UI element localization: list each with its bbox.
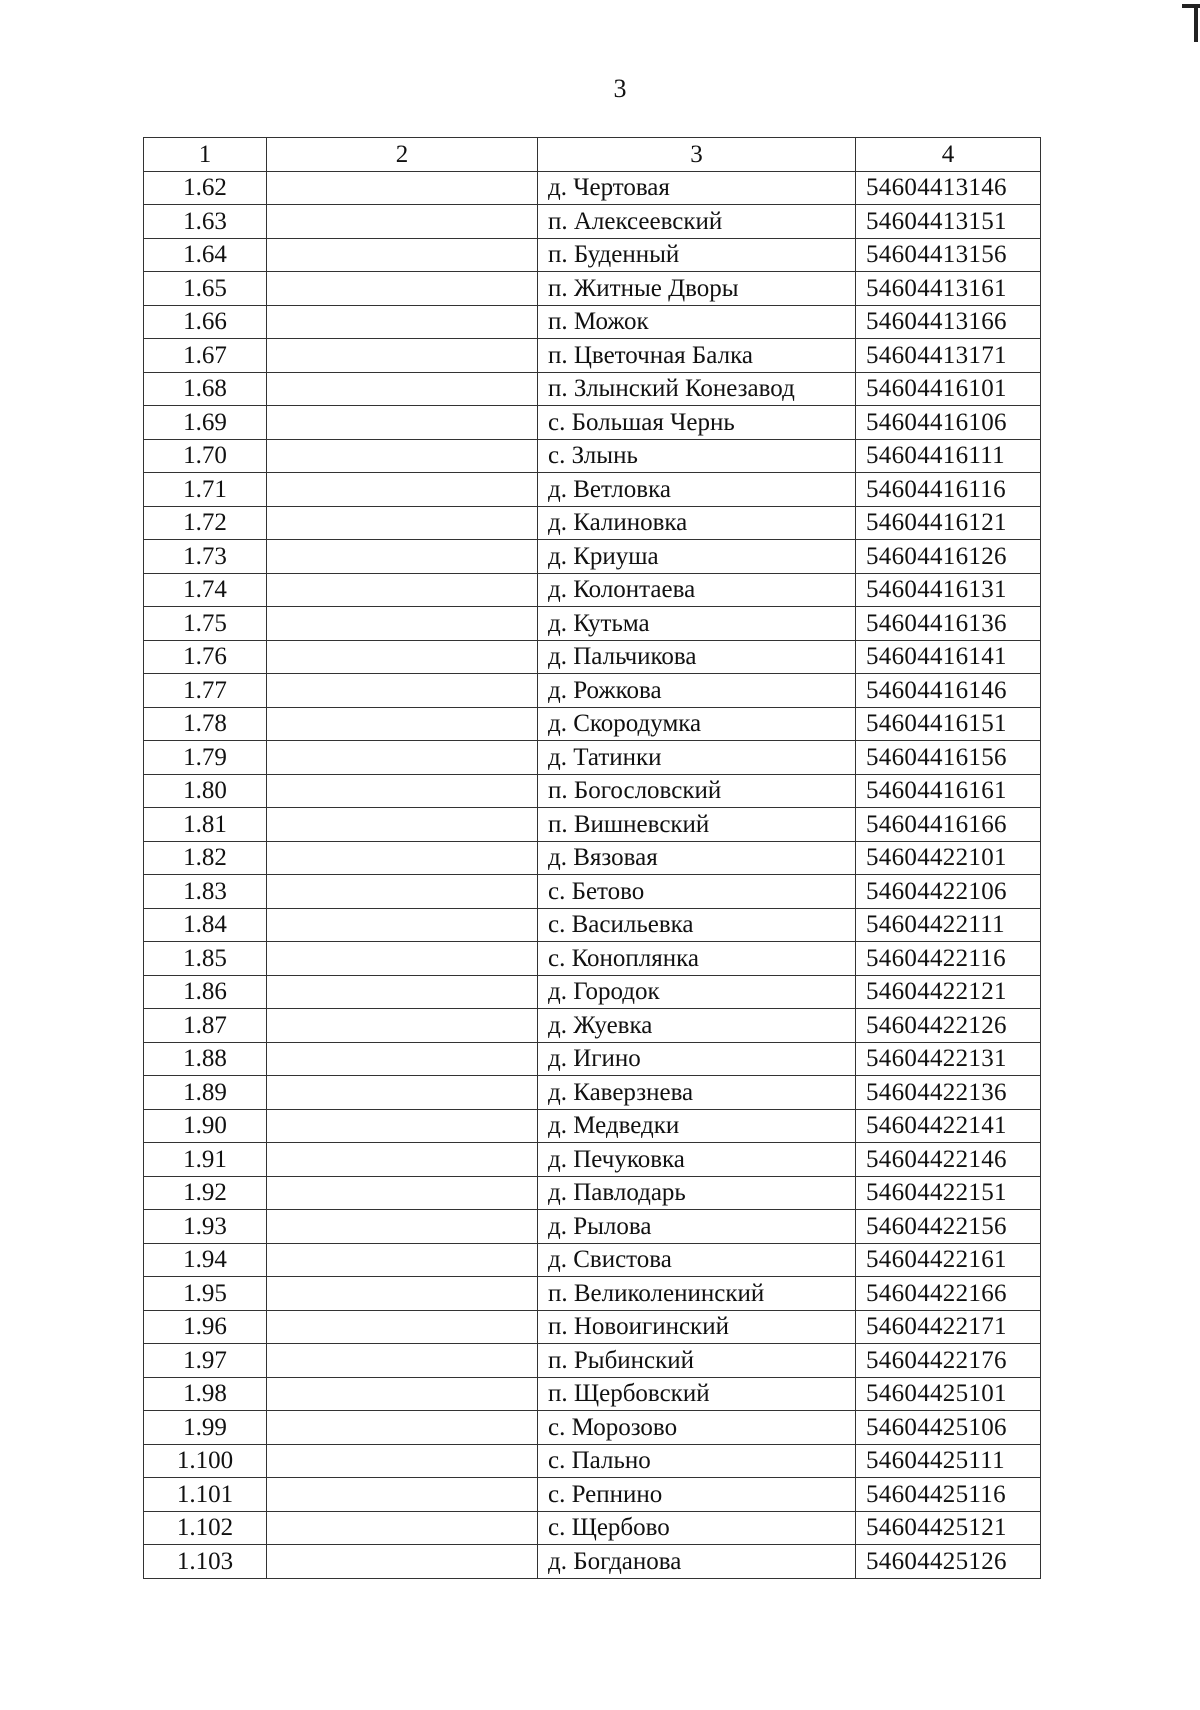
table-row — [144, 238, 1041, 272]
table-header-row — [144, 138, 1041, 172]
settlement-name-cell: с. Репнино — [538, 1478, 856, 1512]
table-row — [144, 473, 1041, 507]
oktmo-code-cell: 54604416121 — [856, 506, 1041, 540]
oktmo-code-cell: 54604416136 — [856, 607, 1041, 641]
row-number-cell: 1.97 — [144, 1344, 267, 1378]
table-row — [144, 272, 1041, 306]
row-col2-cell — [267, 1176, 538, 1210]
row-number-cell: 1.87 — [144, 1009, 267, 1043]
row-number-cell: 1.78 — [144, 707, 267, 741]
settlement-name-cell: п. Новоигинский — [538, 1310, 856, 1344]
settlement-name-cell: д. Свистова — [538, 1243, 856, 1277]
row-col2-cell — [267, 272, 538, 306]
row-number-cell: 1.70 — [144, 439, 267, 473]
table-row — [144, 607, 1041, 641]
row-col2-cell — [267, 841, 538, 875]
table-row — [144, 1277, 1041, 1311]
settlement-name-cell: с. Пально — [538, 1444, 856, 1478]
settlement-name-cell: д. Рожкова — [538, 674, 856, 708]
oktmo-code-cell: 54604416116 — [856, 473, 1041, 507]
settlement-name-cell: д. Ветловка — [538, 473, 856, 507]
oktmo-code-cell: 54604422111 — [856, 908, 1041, 942]
row-col2-cell — [267, 171, 538, 205]
row-col2-cell — [267, 1545, 538, 1579]
oktmo-code-cell: 54604422146 — [856, 1143, 1041, 1177]
row-number-cell: 1.80 — [144, 774, 267, 808]
oktmo-code-cell: 54604413171 — [856, 339, 1041, 373]
row-number-cell: 1.90 — [144, 1109, 267, 1143]
table-row — [144, 1545, 1041, 1579]
oktmo-code-cell: 54604416151 — [856, 707, 1041, 741]
row-col2-cell — [267, 1478, 538, 1512]
settlement-name-cell: д. Колонтаева — [538, 573, 856, 607]
row-col2-cell — [267, 1210, 538, 1244]
row-col2-cell — [267, 305, 538, 339]
settlement-name-cell: п. Цветочная Балка — [538, 339, 856, 373]
row-number-cell: 1.81 — [144, 808, 267, 842]
row-col2-cell — [267, 774, 538, 808]
table-row — [144, 1076, 1041, 1110]
oktmo-code-cell: 54604422121 — [856, 975, 1041, 1009]
settlement-name-cell: д. Печуковка — [538, 1143, 856, 1177]
settlement-name-cell: с. Коноплянка — [538, 942, 856, 976]
row-col2-cell — [267, 707, 538, 741]
table-row — [144, 205, 1041, 239]
oktmo-code-cell: 54604413156 — [856, 238, 1041, 272]
oktmo-code-cell: 54604425101 — [856, 1377, 1041, 1411]
row-number-cell: 1.99 — [144, 1411, 267, 1445]
table-row — [144, 439, 1041, 473]
settlement-name-cell: п. Богословский — [538, 774, 856, 808]
row-number-cell: 1.94 — [144, 1243, 267, 1277]
table-row — [144, 1478, 1041, 1512]
settlement-name-cell: д. Рылова — [538, 1210, 856, 1244]
settlement-name-cell: д. Криуша — [538, 540, 856, 574]
oktmo-code-cell: 54604416101 — [856, 372, 1041, 406]
scan-corner-mark — [1182, 0, 1200, 42]
oktmo-code-cell: 54604425126 — [856, 1545, 1041, 1579]
oktmo-code-cell: 54604422116 — [856, 942, 1041, 976]
table-row — [144, 875, 1041, 909]
settlement-name-cell: д. Каверзнева — [538, 1076, 856, 1110]
row-number-cell: 1.65 — [144, 272, 267, 306]
row-number-cell: 1.103 — [144, 1545, 267, 1579]
row-number-cell: 1.86 — [144, 975, 267, 1009]
row-col2-cell — [267, 1143, 538, 1177]
settlement-name-cell: д. Павлодарь — [538, 1176, 856, 1210]
settlement-name-cell: п. Злынский Конезавод — [538, 372, 856, 406]
row-number-cell: 1.71 — [144, 473, 267, 507]
settlements-table — [143, 137, 1041, 1579]
oktmo-code-cell: 54604422161 — [856, 1243, 1041, 1277]
table-row — [144, 171, 1041, 205]
oktmo-code-cell: 54604422106 — [856, 875, 1041, 909]
table-row — [144, 808, 1041, 842]
row-number-cell: 1.96 — [144, 1310, 267, 1344]
row-col2-cell — [267, 339, 538, 373]
row-number-cell: 1.88 — [144, 1042, 267, 1076]
settlement-name-cell: д. Игино — [538, 1042, 856, 1076]
settlement-name-cell: п. Рыбинский — [538, 1344, 856, 1378]
row-col2-cell — [267, 741, 538, 775]
page-number: 3 — [613, 74, 627, 103]
header-col-2: 2 — [267, 138, 538, 172]
row-number-cell: 1.77 — [144, 674, 267, 708]
row-number-cell: 1.66 — [144, 305, 267, 339]
settlement-name-cell: д. Татинки — [538, 741, 856, 775]
oktmo-code-cell: 54604425116 — [856, 1478, 1041, 1512]
row-col2-cell — [267, 975, 538, 1009]
table-row — [144, 1243, 1041, 1277]
settlement-name-cell: п. Буденный — [538, 238, 856, 272]
row-number-cell: 1.92 — [144, 1176, 267, 1210]
oktmo-code-cell: 54604416131 — [856, 573, 1041, 607]
row-number-cell: 1.95 — [144, 1277, 267, 1311]
table-row — [144, 640, 1041, 674]
row-col2-cell — [267, 1243, 538, 1277]
row-col2-cell — [267, 1344, 538, 1378]
oktmo-code-cell: 54604422171 — [856, 1310, 1041, 1344]
settlement-name-cell: п. Житные Дворы — [538, 272, 856, 306]
oktmo-code-cell: 54604416166 — [856, 808, 1041, 842]
row-number-cell: 1.75 — [144, 607, 267, 641]
table-row — [144, 1143, 1041, 1177]
header-col-1: 1 — [144, 138, 267, 172]
oktmo-code-cell: 54604413151 — [856, 205, 1041, 239]
row-col2-cell — [267, 1076, 538, 1110]
row-col2-cell — [267, 640, 538, 674]
oktmo-code-cell: 54604413146 — [856, 171, 1041, 205]
table-row — [144, 1109, 1041, 1143]
row-col2-cell — [267, 1042, 538, 1076]
row-col2-cell — [267, 1411, 538, 1445]
row-number-cell: 1.76 — [144, 640, 267, 674]
row-number-cell: 1.98 — [144, 1377, 267, 1411]
row-number-cell: 1.74 — [144, 573, 267, 607]
table-row — [144, 942, 1041, 976]
table-row — [144, 908, 1041, 942]
table-row — [144, 774, 1041, 808]
row-number-cell: 1.85 — [144, 942, 267, 976]
table-row — [144, 573, 1041, 607]
table-row — [144, 741, 1041, 775]
table-row — [144, 1176, 1041, 1210]
table-row — [144, 1009, 1041, 1043]
row-col2-cell — [267, 540, 538, 574]
row-number-cell: 1.67 — [144, 339, 267, 373]
oktmo-code-cell: 54604416111 — [856, 439, 1041, 473]
table-row — [144, 305, 1041, 339]
settlement-name-cell: д. Чертовая — [538, 171, 856, 205]
oktmo-code-cell: 54604425111 — [856, 1444, 1041, 1478]
settlement-name-cell: д. Богданова — [538, 1545, 856, 1579]
table-row — [144, 674, 1041, 708]
settlement-name-cell: д. Пальчикова — [538, 640, 856, 674]
row-number-cell: 1.101 — [144, 1478, 267, 1512]
settlement-name-cell: с. Большая Чернь — [538, 406, 856, 440]
row-col2-cell — [267, 439, 538, 473]
table-row — [144, 1444, 1041, 1478]
row-number-cell: 1.73 — [144, 540, 267, 574]
settlement-name-cell: с. Щербово — [538, 1511, 856, 1545]
oktmo-code-cell: 54604422166 — [856, 1277, 1041, 1311]
oktmo-code-cell: 54604416146 — [856, 674, 1041, 708]
oktmo-code-cell: 54604413166 — [856, 305, 1041, 339]
row-col2-cell — [267, 372, 538, 406]
row-col2-cell — [267, 406, 538, 440]
oktmo-code-cell: 54604425121 — [856, 1511, 1041, 1545]
row-col2-cell — [267, 573, 538, 607]
table-row — [144, 1042, 1041, 1076]
oktmo-code-cell: 54604422136 — [856, 1076, 1041, 1110]
row-col2-cell — [267, 1377, 538, 1411]
table-row — [144, 1377, 1041, 1411]
row-col2-cell — [267, 1009, 538, 1043]
row-number-cell: 1.68 — [144, 372, 267, 406]
table-body — [144, 171, 1041, 1578]
settlement-name-cell: д. Жуевка — [538, 1009, 856, 1043]
row-number-cell: 1.62 — [144, 171, 267, 205]
settlement-name-cell: с. Бетово — [538, 875, 856, 909]
oktmo-code-cell: 54604416156 — [856, 741, 1041, 775]
oktmo-code-cell: 54604416106 — [856, 406, 1041, 440]
settlement-name-cell: д. Кутьма — [538, 607, 856, 641]
row-number-cell: 1.69 — [144, 406, 267, 440]
table-row — [144, 372, 1041, 406]
header-col-4: 4 — [856, 138, 1041, 172]
row-col2-cell — [267, 238, 538, 272]
row-col2-cell — [267, 674, 538, 708]
row-col2-cell — [267, 1310, 538, 1344]
row-number-cell: 1.79 — [144, 741, 267, 775]
settlement-name-cell: с. Васильевка — [538, 908, 856, 942]
header-col-3: 3 — [538, 138, 856, 172]
oktmo-code-cell: 54604422151 — [856, 1176, 1041, 1210]
settlement-name-cell: д. Вязовая — [538, 841, 856, 875]
settlement-name-cell: п. Вишневский — [538, 808, 856, 842]
row-number-cell: 1.72 — [144, 506, 267, 540]
table-row — [144, 540, 1041, 574]
oktmo-code-cell: 54604425106 — [856, 1411, 1041, 1445]
table-row — [144, 1411, 1041, 1445]
table-row — [144, 1210, 1041, 1244]
row-number-cell: 1.100 — [144, 1444, 267, 1478]
row-col2-cell — [267, 607, 538, 641]
settlement-name-cell: с. Морозово — [538, 1411, 856, 1445]
table-row — [144, 406, 1041, 440]
row-number-cell: 1.93 — [144, 1210, 267, 1244]
settlement-name-cell: п. Великоленинский — [538, 1277, 856, 1311]
settlement-name-cell: п. Алексеевский — [538, 205, 856, 239]
row-col2-cell — [267, 942, 538, 976]
row-col2-cell — [267, 808, 538, 842]
corner-mark-vertical — [1194, 4, 1198, 42]
oktmo-code-cell: 54604416126 — [856, 540, 1041, 574]
table-row — [144, 1511, 1041, 1545]
row-number-cell: 1.91 — [144, 1143, 267, 1177]
oktmo-code-cell: 54604413161 — [856, 272, 1041, 306]
settlement-name-cell: д. Скородумка — [538, 707, 856, 741]
table-row — [144, 1344, 1041, 1378]
settlement-name-cell: с. Злынь — [538, 439, 856, 473]
row-col2-cell — [267, 473, 538, 507]
oktmo-code-cell: 54604422101 — [856, 841, 1041, 875]
settlement-name-cell: д. Городок — [538, 975, 856, 1009]
settlement-name-cell: д. Медведки — [538, 1109, 856, 1143]
row-number-cell: 1.82 — [144, 841, 267, 875]
row-number-cell: 1.84 — [144, 908, 267, 942]
table-row — [144, 506, 1041, 540]
table-row — [144, 975, 1041, 1009]
settlement-name-cell: п. Щербовский — [538, 1377, 856, 1411]
settlement-name-cell: п. Можок — [538, 305, 856, 339]
oktmo-code-cell: 54604422131 — [856, 1042, 1041, 1076]
row-col2-cell — [267, 205, 538, 239]
oktmo-code-cell: 54604416141 — [856, 640, 1041, 674]
settlement-name-cell: д. Калиновка — [538, 506, 856, 540]
row-col2-cell — [267, 1511, 538, 1545]
row-col2-cell — [267, 1109, 538, 1143]
row-number-cell: 1.83 — [144, 875, 267, 909]
table-row — [144, 707, 1041, 741]
oktmo-code-cell: 54604416161 — [856, 774, 1041, 808]
row-number-cell: 1.63 — [144, 205, 267, 239]
table-row — [144, 1310, 1041, 1344]
oktmo-code-cell: 54604422156 — [856, 1210, 1041, 1244]
row-col2-cell — [267, 875, 538, 909]
oktmo-code-cell: 54604422126 — [856, 1009, 1041, 1043]
row-col2-cell — [267, 1444, 538, 1478]
row-col2-cell — [267, 1277, 538, 1311]
row-col2-cell — [267, 908, 538, 942]
table-row — [144, 841, 1041, 875]
oktmo-code-cell: 54604422141 — [856, 1109, 1041, 1143]
row-number-cell: 1.89 — [144, 1076, 267, 1110]
table-row — [144, 339, 1041, 373]
oktmo-code-cell: 54604422176 — [856, 1344, 1041, 1378]
row-number-cell: 1.102 — [144, 1511, 267, 1545]
row-number-cell: 1.64 — [144, 238, 267, 272]
row-col2-cell — [267, 506, 538, 540]
